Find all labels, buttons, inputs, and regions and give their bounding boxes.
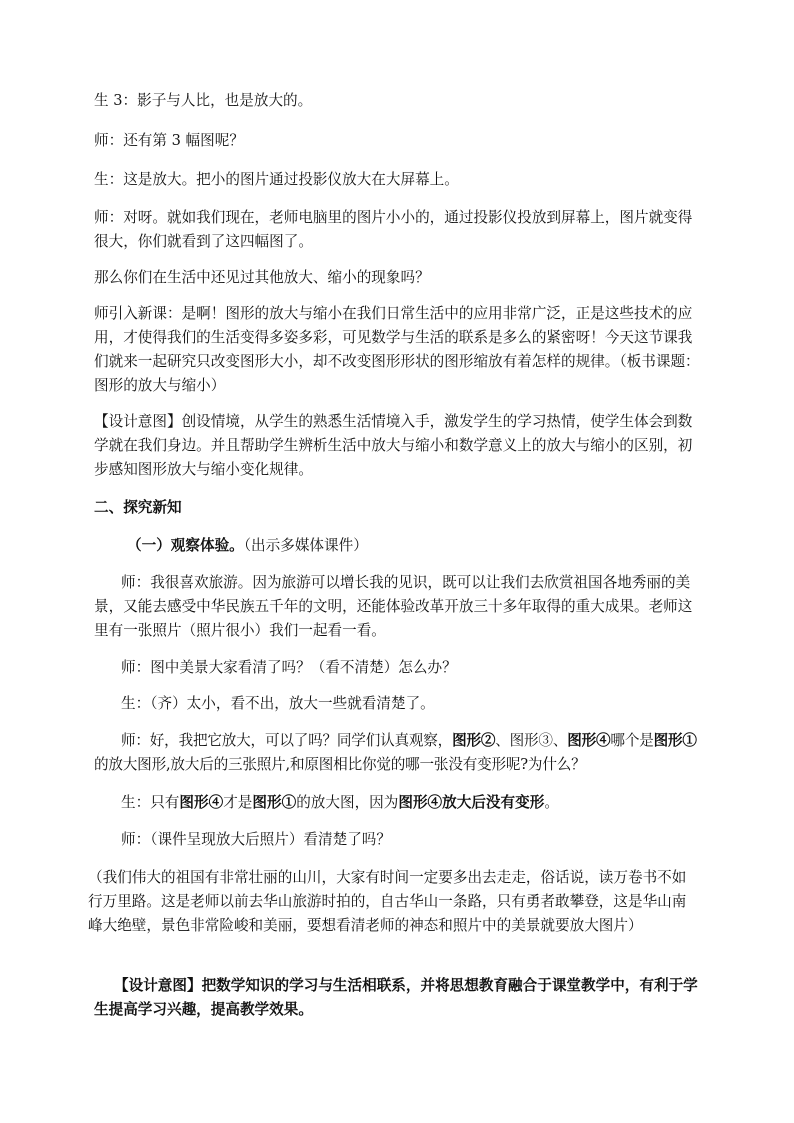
dialogue-line-students-too-small: 生：（齐）太小，看不出，放大一些就看清楚了。 xyxy=(121,695,435,712)
question-line: 那么你们在生活中还见过其他放大、缩小的现象吗？ xyxy=(94,269,430,286)
design-intent-paragraph-1: 【设计意图】创设情境，从学生的熟悉生活情境入手，激发学生的学习热情，使学生体会到数学就在我们身边。并且帮助学生辨析生活中放大与缩小和数学意义上的放大与缩小的区别，初步感知图形放大与缩小变化规律。 xyxy=(94,413,693,478)
text-run: 才是 xyxy=(223,794,253,811)
new-lesson-intro-paragraph: 师引入新课：是啊！图形的放大与缩小在我们日常生活中的应用非常广泛，正是这些技术的应用，才使得我们的生活变得多姿多彩，可见数学与生活的联系是多么的紧密呀！今天这节课我们就来一起研究只改变图形大小，却不改变图形形状的图形缩放有着怎样的规律。（板书课题：图形的放大与缩小） xyxy=(94,305,700,394)
figure-4-label: 图形④ xyxy=(567,732,611,749)
dialogue-line-teacher-projector: 师：对呀。就如我们现在，老师电脑里的图片小小的，通过投影仪投放到屏幕上，图片就变得很大，你们就看到了这四幅图了。 xyxy=(94,209,693,250)
huashan-story-paragraph: （我们伟大的祖国有非常壮丽的山川，大家有时间一定要多出去走走，俗话说，读万卷书不如行万里路。这是老师以前去华山旅游时拍的，自古华山一条路，只有勇者敢攀登，这是华山南峰大绝壁，景色非常险峻和美丽，要想看清老师的神态和照片中的美景就要放大图片） xyxy=(88,869,687,934)
text-run: 师：好，我把它放大，可以了吗？同学们认真观察， xyxy=(121,732,453,749)
text-run: 生：只有 xyxy=(121,794,180,811)
section-heading: 二、探究新知 xyxy=(94,499,182,516)
text-run: 的放大图形,放大后的三张照片,和原图相比你觉的哪一张没有变形呢?为什么？ xyxy=(94,756,586,773)
dialogue-line-teacher-third-picture: 师：还有第 3 幅图呢？ xyxy=(94,132,244,149)
text-run: 的放大图，因为 xyxy=(296,794,399,811)
figure-1-label: 图形① xyxy=(252,794,297,811)
figure-2-label: 图形② xyxy=(452,732,496,749)
dialogue-line-teacher-see-clearly: 师：图中美景大家看清了吗？（看不清楚）怎么办？ xyxy=(121,659,457,676)
sub-heading-bold: （一）观察体验。 xyxy=(127,537,244,554)
dialogue-line-student3: 生 3：影子与人比，也是放大的。 xyxy=(94,92,313,109)
dialogue-line-teacher-enlarged-photo: 师：（课件呈现放大后照片）看清楚了吗？ xyxy=(121,831,391,848)
design-intent-paragraph-2: 【设计意图】把数学知识的学习与生活相联系，并将思想教育融合于课堂教学中，有利于学生提高学习兴趣，提高教学效果。 xyxy=(94,977,698,1018)
sub-heading-rest: （出示多媒体课件） xyxy=(243,537,368,554)
dialogue-line-student-projector: 生：这是放大。把小的图片通过投影仪放大在大屏幕上。 xyxy=(94,171,459,188)
text-run: 。 xyxy=(544,794,559,811)
teacher-observe-paragraph xyxy=(94,729,700,777)
teacher-travel-paragraph: 师：我很喜欢旅游。因为旅游可以增长我的见识，既可以让我们去欣赏祖国各地秀丽的美景，又能去感受中华民族五千年的文明，还能体验改革开放三十多年取得的重大成果。老师这里有一张照片（照片很小）我们一起看一看。 xyxy=(94,574,693,639)
sub-heading xyxy=(127,534,700,558)
dialogue-line-student-figure4 xyxy=(121,791,700,815)
text-run: 、图形③、 xyxy=(495,732,568,749)
figure-4-label: 图形④ xyxy=(179,794,224,811)
text-run: 哪个是 xyxy=(610,732,654,749)
figure-1-label: 图形① xyxy=(653,732,697,749)
figure-4-not-deformed: 图形④放大后没有变形 xyxy=(398,794,545,811)
